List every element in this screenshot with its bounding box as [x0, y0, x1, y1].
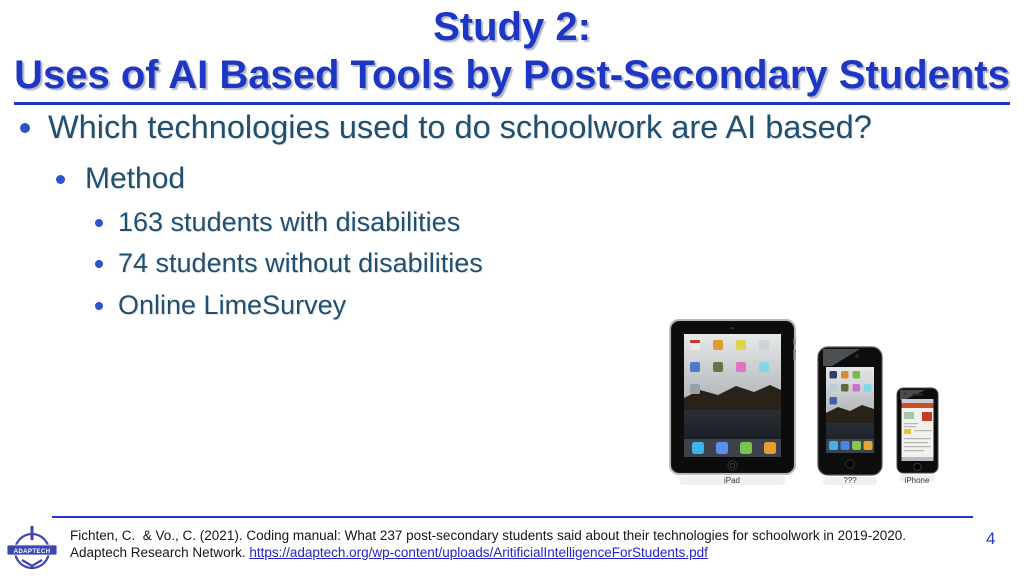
adaptech-logo: [6, 523, 58, 575]
adaptech-logo-icon: [6, 523, 58, 575]
title-line2: Uses of AI Based Tools by Post-Secondary Students: [14, 52, 1010, 105]
bullet-method-row: [56, 161, 185, 196]
bullet-question-text: Which technologies used to do schoolwork are AI based?: [48, 109, 872, 145]
title-line1: Study 2:: [433, 5, 591, 49]
bullet-sub-text-1: 163 students with disabilities: [118, 207, 461, 237]
citation: [70, 527, 932, 561]
ipad-device: [670, 320, 796, 474]
bullet-question-row: [20, 108, 872, 146]
bullet-icon: [95, 260, 103, 268]
bullet-sub-row-3: [95, 290, 346, 322]
devices-image: [653, 307, 953, 507]
page-number: 4: [986, 529, 996, 548]
slide-title: [0, 4, 1024, 105]
bullet-sub-text-3: Online LimeSurvey: [118, 290, 347, 320]
adaptech-logo-text: ADAPTECH: [13, 547, 51, 555]
bullet-icon: [95, 302, 103, 310]
iphone-caption: iPhone: [904, 476, 930, 485]
iphone-device: [897, 388, 938, 473]
middle-device-caption: ???: [843, 476, 857, 485]
bullet-icon: [56, 175, 65, 184]
footer-divider: [52, 516, 973, 518]
title-line2-row: [0, 52, 1024, 105]
citation-link[interactable]: https://adaptech.org/wp-content/uploads/AritificialIntelligenceForStudents.pdf: [249, 545, 708, 560]
bullet-sub-text-2: 74 students without disabilities: [118, 248, 483, 278]
bullet-method-text: Method: [85, 162, 186, 195]
ipod-device: [818, 347, 882, 475]
bullet-sub-row-2: [95, 248, 483, 280]
bullet-sub-row-1: [95, 207, 460, 239]
bullet-icon: [95, 219, 103, 227]
bullet-icon: [20, 123, 30, 133]
citation-text: Fichten, C. & Vo., C. (2021). Coding manual: What 237 post-secondary students said about their technologies for schoolwork in 2019-2020. Adaptech Research Network.: [70, 528, 909, 560]
ipad-caption: iPad: [723, 476, 741, 485]
